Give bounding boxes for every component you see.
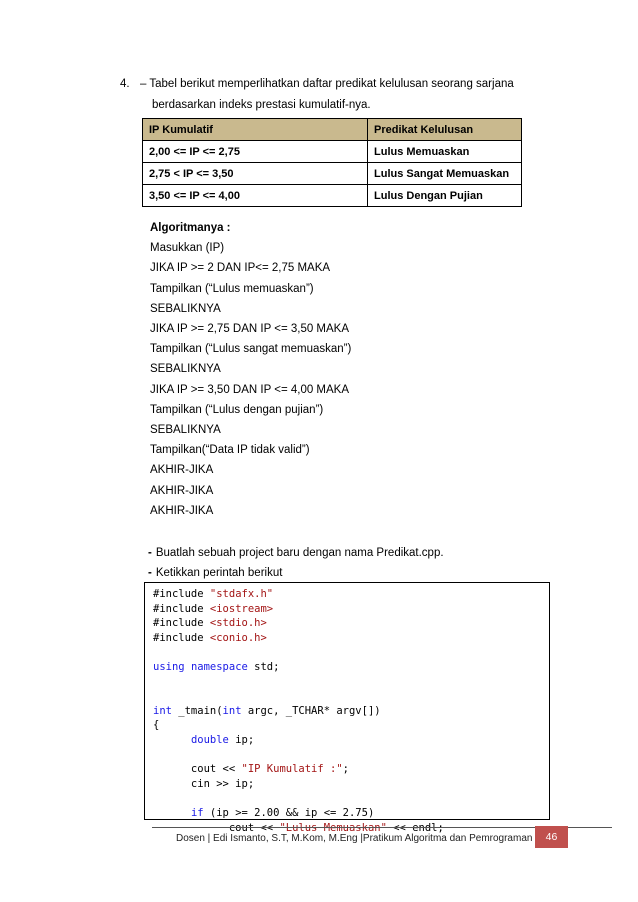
table-cell: Lulus Sangat Memuaskan [368, 163, 522, 185]
table-cell: 2,00 <= IP <= 2,75 [143, 141, 368, 163]
code-token: #include [153, 588, 210, 600]
table-cell: 3,50 <= IP <= 4,00 [143, 185, 368, 207]
code-token: ; [342, 763, 349, 776]
bullet-dash: - [148, 567, 152, 579]
footer-text: Dosen | Edi Ismanto, S.T, M.Kom, M.Eng |Pratikum Algoritma dan Pemrograman [176, 833, 533, 844]
intro-line-1: 4. – Tabel berikut memperlihatkan daftar predikat kelulusan seorang sarjana [120, 74, 514, 95]
code-token: _tmain( [171, 704, 223, 717]
code-token: cin >> ip; [153, 777, 255, 790]
code-string: "stdafx.h" [209, 588, 274, 600]
code-token: argc, _TCHAR* argv[]) [241, 704, 381, 717]
code-keyword: double [190, 733, 229, 746]
algorithm-line: SEBALIKNYA [150, 363, 221, 376]
code-line [153, 763, 349, 775]
code-string: <iostream> [209, 602, 274, 615]
page-number: 46 [535, 826, 568, 848]
algorithm-line: AKHIR-JIKA [150, 504, 214, 517]
algorithm-line: AKHIR-JIKA [150, 464, 214, 477]
table-header-cell: Predikat Kelulusan [368, 119, 522, 141]
algorithm-line: Tampilkan (“Lulus memuaskan”) [150, 282, 314, 295]
algorithm-line: Tampilkan (“Lulus sangat memuaskan”) [150, 343, 352, 356]
code-keyword: using [153, 660, 185, 673]
code-line [153, 705, 381, 717]
table-cell: Lulus Memuaskan [368, 141, 522, 163]
code-token: (ip >= 2.00 && ip <= 2.75) [203, 806, 375, 819]
algorithm-line: AKHIR-JIKA [150, 484, 214, 497]
table-cell: 2,75 < IP <= 3,50 [143, 163, 368, 185]
code-string: <stdio.h> [209, 617, 267, 630]
table-row [143, 163, 522, 185]
task-item: - Buatlah sebuah project baru dengan nama Predikat.cpp. [148, 547, 444, 559]
code-keyword: if [190, 806, 204, 819]
code-token [153, 734, 191, 746]
algorithm-line: SEBALIKNYA [150, 424, 221, 437]
code-line [153, 617, 267, 629]
code-string: <conio.h> [209, 631, 267, 644]
code-line [153, 588, 273, 600]
code-token: cout << [153, 821, 280, 834]
code-line [153, 778, 254, 790]
algorithm-line: JIKA IP >= 3,50 DAN IP <= 4,00 MAKA [150, 383, 350, 396]
task-list [148, 543, 444, 583]
code-string: "Lulus Memuaskan" [279, 821, 387, 834]
code-token [153, 807, 191, 819]
code-line [153, 719, 159, 731]
code-line [153, 734, 254, 746]
task-item: - Ketikkan perintah berikut [148, 567, 283, 579]
code-keyword: int [153, 704, 172, 717]
code-keyword: namespace [190, 660, 248, 673]
algorithm-line: Tampilkan(“Data IP tidak valid”) [150, 444, 310, 457]
code-string: "IP Kumulatif :" [241, 763, 343, 776]
code-token: << endl; [386, 821, 444, 834]
predicate-table [142, 118, 522, 207]
algorithm-line: Masukkan (IP) [150, 242, 225, 255]
code-token: cout << [153, 763, 242, 776]
code-line [153, 807, 374, 819]
code-line [153, 632, 267, 644]
code-token: #include [153, 631, 210, 644]
table-row [143, 185, 522, 207]
code-token: ip; [228, 733, 255, 746]
code-token: #include [153, 602, 210, 615]
algorithm-line: SEBALIKNYA [150, 302, 221, 315]
intro-line-2: berdasarkan indeks prestasi kumulatif-nya. [152, 99, 371, 111]
code-token: std; [247, 660, 280, 673]
algorithm-line: JIKA IP >= 2 DAN IP<= 2,75 MAKA [150, 262, 331, 275]
code-text [145, 583, 549, 835]
code-token: #include [153, 617, 210, 630]
algorithm-block [150, 218, 351, 521]
code-line [153, 661, 279, 673]
algorithm-title: Algoritmanya : [150, 222, 231, 234]
intro-paragraph [120, 74, 514, 116]
table-header-cell: IP Kumulatif [143, 119, 368, 141]
table-row [143, 141, 522, 163]
list-number: 4. [120, 78, 130, 90]
table-header-row [143, 119, 522, 141]
algorithm-line: Tampilkan (“Lulus dengan pujian”) [150, 403, 324, 416]
algorithm-line: JIKA IP >= 2,75 DAN IP <= 3,50 MAKA [150, 323, 350, 336]
code-token: { [153, 719, 160, 732]
code-listing [144, 582, 550, 834]
table-cell: Lulus Dengan Pujian [368, 185, 522, 207]
code-keyword: int [222, 704, 242, 717]
bullet-dash: - [148, 547, 152, 559]
code-line [153, 603, 273, 615]
